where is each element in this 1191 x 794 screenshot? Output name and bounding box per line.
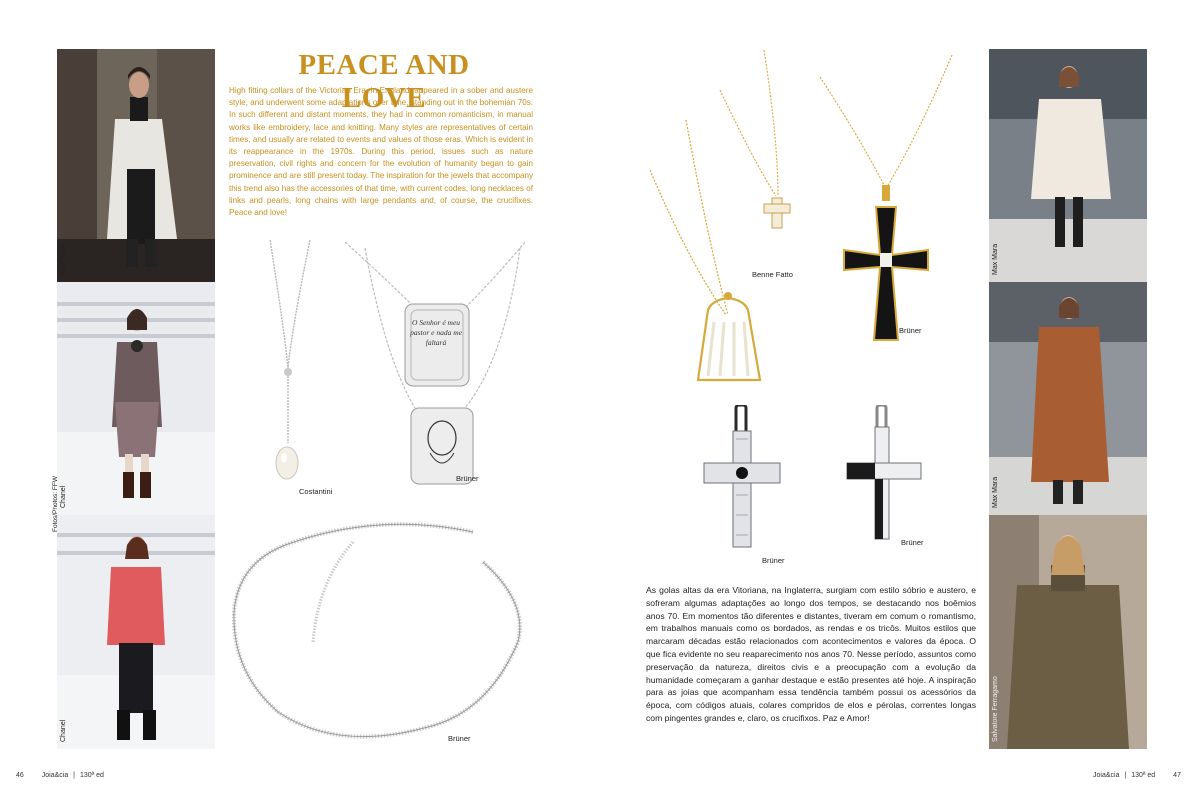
photo-credit-max-mara-right-middle: Max Mara [992, 476, 999, 508]
product-caption-bruner-two-tone: Brüner [901, 538, 924, 547]
product-caption-costantini: Costantini [299, 487, 333, 496]
scapular-necklace [345, 238, 535, 488]
body-text-portuguese: As golas altas da era Vitoriana, na Inglaterra, surgiam com estilo sóbrio e austero, e sofreram algumas adaptações ao longo dos tempos, se destacando nos boêmios anos 70. Em momentos tão diferentes e distantes, tiveram em comum o romantismo, em trabalhos manuais como os bordados, as rendas e os tricôs. Muitos estilos que marcaram décadas estão relacionados com acontecimentos e valores da época. O que fica evidente no seu reaparecimento nos anos 70. Nesse período, assuntos como preservação da natureza, direitos civis e a preocupação com a evolução da humanidade começaram a ganhar destaque e estão presentes até hoje. A inspiração para as joias que acompanham essa tendência também possui os acessórios da época, com códigos atuais, colares compridos de elos e pérolas, correntes longas com pingentes grandes e, claro, os crucifixos. Paz e Amor! [646, 585, 976, 723]
photo-credit-salvatore-ferragamo: Salvatore Ferragamo [992, 676, 999, 742]
product-caption-bruner-silver-cross: Brüner [762, 556, 785, 565]
fashion-photo-chanel-tweed [57, 282, 215, 515]
photo-credit-ffw: Fotos/Photos: FFW [52, 476, 59, 532]
photo-credit-max-mara-left: Max Mara [60, 243, 67, 275]
photo-credit-chanel-middle: Chanel [60, 485, 67, 508]
fashion-photo-max-mara-white [989, 49, 1147, 282]
page-number-left: 46 [16, 772, 24, 779]
magazine-name-left: Joia&cia [41, 772, 69, 779]
fashion-photo-salvatore-ferragamo [989, 515, 1147, 749]
product-caption-bruner-scapular: Brüner [456, 474, 479, 483]
photo-credit-chanel-bottom: Chanel [60, 719, 67, 742]
magazine-name-right: Joia&cia [1093, 772, 1120, 779]
photo-credit-max-mara-right-top: Max Mara [992, 243, 999, 275]
page-number-right: 47 [1173, 772, 1181, 779]
tennis-necklace [228, 522, 533, 744]
folio-left: 46 Joia&cia | 130ª ed [16, 772, 104, 779]
fashion-photo-max-mara-camel [989, 282, 1147, 515]
body-text-english: High fitting collars of the Victorian Era, in England, appeared in a sober and austere style, and underwent some adaptations over time, standing out in the bohemian 70s. In such different and distant moments, they had in common romanticism, in manual works like embroidery, lace and knitting. Many styles are representatives of certain times, and usually are related to events and values of those eras. Which is evident in its reappearance in the 1970s. During this period, issues such as nature preservation, civil rights and concern for the evolution of humanity began to gain prominence and are still present today. The inspiration for the jewels that accompany this trend also has the accessories of that time, with current codes, long necklaces of links and pearls, long chains with large pendants and, of course, the crucifixes. Peace and love! [229, 86, 533, 218]
gold-cross-small-necklace [718, 50, 818, 240]
folio-right: Joia&cia | 130ª ed 47 [1093, 772, 1181, 779]
fashion-photo-chanel-pink [57, 515, 215, 749]
edition-left: 130ª ed [79, 772, 104, 779]
silver-cross-pendant [700, 405, 790, 555]
product-caption-bruner-tennis: Brüner [448, 734, 471, 743]
fashion-photo-max-mara-left [57, 49, 215, 282]
black-cross-necklace [818, 55, 958, 350]
two-tone-cross-pendant [845, 405, 925, 545]
edition-right: 130ª ed [1131, 772, 1156, 779]
pearl-lariat-necklace [262, 238, 322, 498]
scapular-engraving: O Senhor é meu pastor e nada me faltará [410, 318, 462, 347]
product-caption-benne-fatto: Benne Fatto [752, 270, 793, 279]
product-caption-bruner-black-cross: Brüner [899, 326, 922, 335]
page-title: PEACE AND LOVE [298, 49, 470, 114]
